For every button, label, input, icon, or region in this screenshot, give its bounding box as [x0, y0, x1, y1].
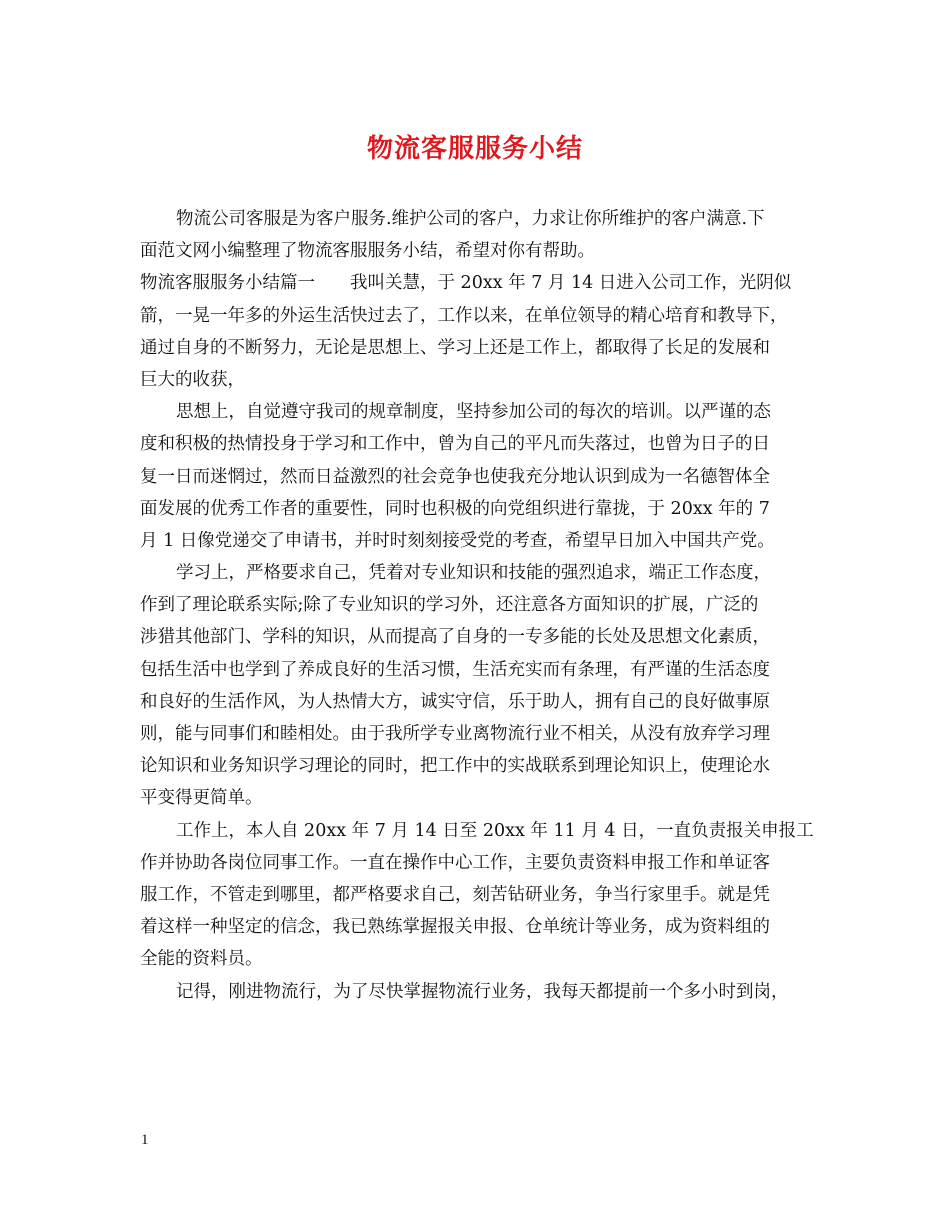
- text-line: 着这样一种坚定的信念，我已熟练掌握报关申报、仓单统计等业务，成为资料组的: [140, 917, 770, 938]
- text-line: 面范文网小编整理了物流客服服务小结，希望对你有帮助。: [140, 241, 595, 262]
- text-line: 包括生活中也学到了养成良好的生活习惯，生活充实而有条理，有严谨的生活态度: [140, 659, 770, 680]
- text-line: 论知识和业务知识学习理论的同时，把工作中的实战联系到理论知识上，使理论水: [140, 756, 770, 777]
- text-line: 面发展的优秀工作者的重要性，同时也积极的向党组织进行靠拢，于 20xx 年的 7: [140, 498, 770, 519]
- text-line: 记得，刚进物流行，为了尽快掌握物流行业务，我每天都提前一个多小时到岗，: [176, 981, 789, 1002]
- text-line: 学习上，严格要求自己，凭着对专业知识和技能的强烈追求，端正工作态度，: [176, 563, 771, 584]
- text-line: 全能的资料员。: [140, 949, 263, 970]
- document-title: 物流客服服务小结: [366, 134, 583, 164]
- text-line: 通过自身的不断努力，无论是思想上、学习上还是工作上，都取得了长足的发展和: [140, 337, 770, 358]
- text-line: 工作上，本人自 20xx 年 7 月 14 日至 20xx 年 11 月 4 日，一直负责报关申报工: [176, 820, 814, 841]
- text-line: 度和积极的热情投身于学习和工作中，曾为自己的平凡而失落过，也曾为日子的日: [140, 434, 770, 455]
- text-line: 则，能与同事们和睦相处。由于我所学专业离物流行业不相关，从没有放弃学习理: [140, 724, 770, 744]
- text-line: 复一日而迷惘过，然而日益激烈的社会竞争也使我充分地认识到成为一名德智体全: [140, 466, 770, 487]
- text-line: 和良好的生活作风，为人热情大方，诚实守信，乐于助人，拥有自己的良好做事原: [140, 691, 770, 712]
- text-line: 思想上，自觉遵守我司的规章制度，坚持参加公司的每次的培训。以严谨的态: [176, 402, 771, 423]
- document-body: [140, 203, 820, 1008]
- text-line: 作到了理论联系实际;除了专业知识的学习外，还注意各方面知识的扩展，广泛的: [140, 595, 759, 616]
- text-line: 物流客服服务小结篇一 我叫关慧，于 20xx 年 7 月 14 日进入公司工作，光阴似: [140, 273, 792, 294]
- text-line: 平变得更简单。: [140, 788, 263, 809]
- text-line: 巨大的收获，: [140, 369, 245, 390]
- text-line: 作并协助各岗位同事工作。一直在操作中心工作，主要负责资料申报工作和单证客: [140, 852, 770, 873]
- text-line: 服工作，不管走到哪里，都严格要求自己，刻苦钻研业务，争当行家里手。就是凭: [140, 884, 770, 905]
- text-line: 涉猎其他部门、学科的知识，从而提高了自身的一专多能的长处及思想文化素质，: [140, 627, 770, 648]
- text-line: 月 1 日像党递交了申请书，并时时刻刻接受党的考查，希望早日加入中国共产党。: [140, 530, 775, 551]
- page-number: 1: [141, 1132, 149, 1148]
- text-line: 箭，一晃一年多的外运生活快过去了，工作以来，在单位领导的精心培育和教导下，: [140, 305, 788, 326]
- text-line: 物流公司客服是为客户服务.维护公司的客户，力求让你所维护的客户满意.下: [176, 209, 765, 229]
